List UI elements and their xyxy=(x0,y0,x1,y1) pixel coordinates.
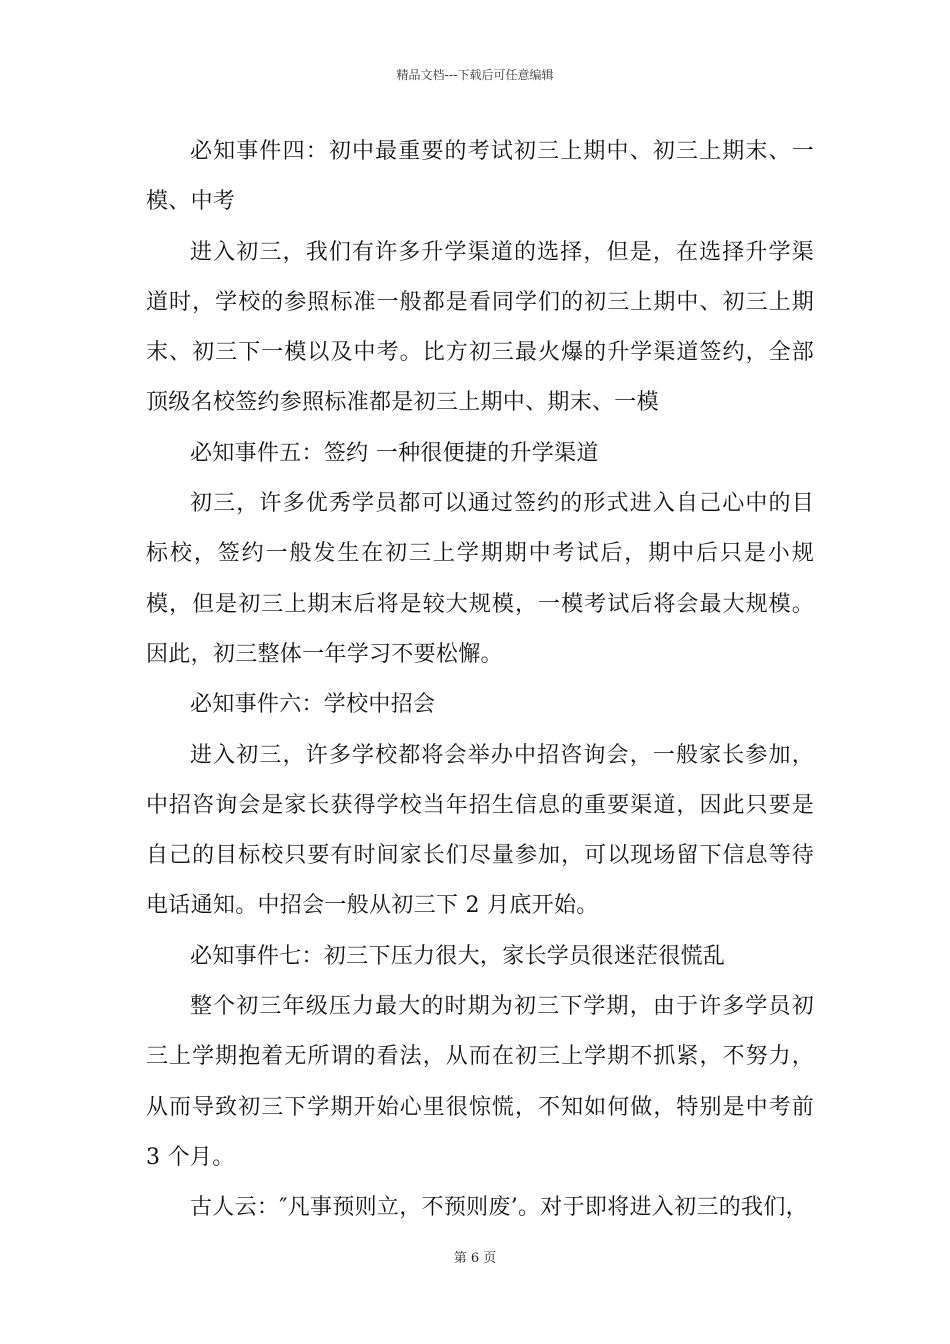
page-number: 第 6 页 xyxy=(453,1251,497,1266)
heading-event-six: 必知事件六：学校中招会 xyxy=(190,692,436,718)
heading-event-four: 必知事件四：初中最重要的考试初三上期中、初三上期末、一模、中考 xyxy=(146,139,814,215)
document-header: 精品文档---下载后可任意编辑 xyxy=(396,68,554,82)
paragraph-proverb: 古人云：″凡事预则立，不预则废’。对于即将进入初三的我们， xyxy=(190,1195,808,1221)
heading-event-seven: 必知事件七：初三下压力很大，家长学员很迷茫很慌乱 xyxy=(190,943,726,969)
paragraph-event-seven-body: 整个初三年级压力最大的时期为初三下学期，由于许多学员初三上学期抱着无所谓的看法，从而在初三上学期不抓紧，不努力，从而导致初三下学期开始心里很惊慌，不知如何做，特别是中考前 3 个月。 xyxy=(146,994,814,1170)
paragraph-event-six-body: 进入初三，许多学校都将会举办中招咨询会，一般家长参加，中招咨询会是家长获得学校当年招生信息的重要渠道，因此只要是自己的目标校只要有时间家长们尽量参加，可以现场留下信息等待电话通知。中招会一般从初三下 2 月底开始。 xyxy=(146,742,814,919)
paragraph-event-four-body: 进入初三，我们有许多升学渠道的选择，但是，在选择升学渠道时，学校的参照标准一般都是看同学们的初三上期中、初三上期末、初三下一模以及中考。比方初三最火爆的升学渠道签约，全部顶级名校签约参照标准都是初三上期中、期末、一模 xyxy=(146,239,814,416)
paragraph-event-five-body: 初三，许多优秀学员都可以通过签约的形式进入自己心中的目标校，签约一般发生在初三上学期期中考试后，期中后只是小规模，但是初三上期末后将是较大规模，一模考试后将会最大规模。因此，初三整体一年学习不要松懈。 xyxy=(146,491,814,667)
heading-event-five: 必知事件五：签约 一种很便捷的升学渠道 xyxy=(190,440,599,466)
document-body xyxy=(146,127,814,1234)
